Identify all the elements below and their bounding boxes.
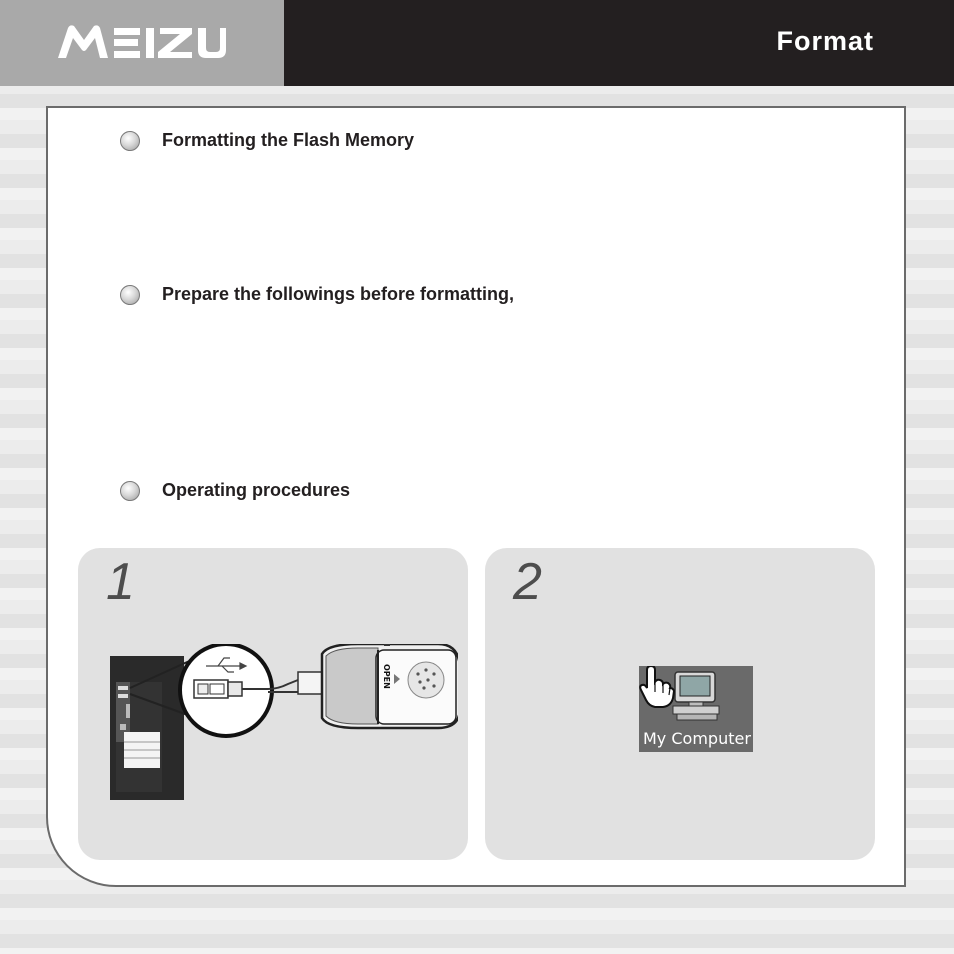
my-computer-label: My Computer — [643, 729, 751, 748]
step-1-card — [78, 548, 468, 860]
circle-bullet-icon — [120, 131, 140, 151]
step-number: 1 — [106, 553, 135, 611]
section-title: Prepare the followings before formatting, — [162, 284, 515, 304]
section-title: Formatting the Flash Memory — [162, 130, 415, 150]
pointer-hand-icon — [639, 666, 675, 708]
circle-bullet-icon — [120, 285, 140, 305]
mp3-player-icon — [322, 644, 458, 728]
step-2-card — [485, 548, 875, 860]
page-header — [0, 0, 954, 86]
section-title: Operating procedures — [162, 480, 351, 500]
header-title-area — [284, 0, 954, 86]
meizu-logo — [58, 24, 226, 60]
section-formatting — [120, 130, 414, 151]
content-panel — [46, 106, 906, 887]
open-label: OPEN — [382, 664, 391, 689]
section-procedures — [120, 480, 350, 501]
step-number: 2 — [513, 553, 542, 611]
page-title: Format — [776, 26, 874, 56]
usb-connection-illustration — [108, 644, 458, 814]
my-computer-desktop-icon[interactable] — [639, 666, 753, 752]
circle-bullet-icon — [120, 481, 140, 501]
pc-tower-icon — [110, 656, 184, 800]
brand-logo-area — [0, 0, 284, 86]
section-prepare — [120, 284, 514, 305]
